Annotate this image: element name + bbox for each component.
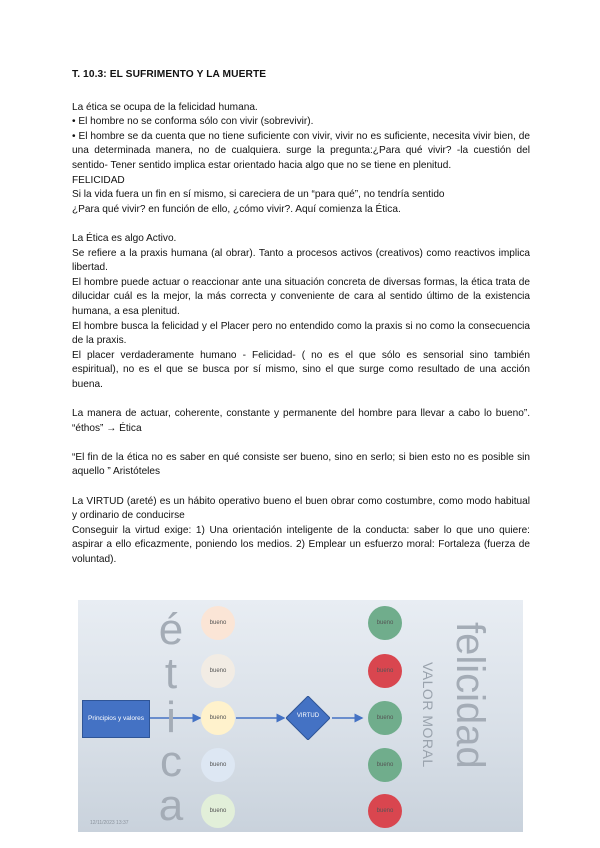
document-title: T. 10.3: EL SUFRIMENTO Y LA MUERTE xyxy=(72,69,267,80)
felicidad-vertical-word: felicidad xyxy=(448,622,492,769)
valor-moral-label: VALOR MORAL xyxy=(420,662,436,768)
left-circle: bueno xyxy=(201,654,235,688)
paragraph: ¿Para qué vivir? en función de ello, ¿cómo vivir?. Aquí comienza la Ética. xyxy=(72,203,401,215)
aristotle-quote: “El fin de la ética no es saber en qué consiste ser bueno, sino en serlo; si bien esto no es posible sin aquello ” Aristóteles xyxy=(72,451,530,478)
virtud-label: VIRTUD xyxy=(296,713,320,719)
right-circle: bueno xyxy=(368,748,402,782)
paragraph: El hombre busca la felicidad y el Placer pero no entendido como la praxis si no como la consecuencia de la praxis. xyxy=(72,320,530,347)
paragraph: La ética se ocupa de la felicidad humana. xyxy=(72,101,258,113)
bullet-paragraph: • El hombre no se conforma sólo con vivir (sobrevivir). xyxy=(72,116,314,128)
etica-letter: a xyxy=(158,781,184,830)
etica-letter: c xyxy=(160,737,182,786)
paragraph: Si la vida fuera un fin en sí mismo, si careciera de un “para qué”, no tendría sentido xyxy=(72,189,445,201)
right-circle: bueno xyxy=(368,794,402,828)
paragraph: El hombre puede actuar o reaccionar ante una situación concreta de diversas formas, la ética trata de dilucidar cuál es la mejor, la más correcta y conveniente de cara al sentido último de la existencia humana, a esa plenitud. xyxy=(72,276,530,317)
left-circle: bueno xyxy=(201,794,235,828)
intro-block xyxy=(72,101,530,218)
ethos-paragraph: La manera de actuar, coherente, constante y permanente del hombre para llevar a cabo lo bueno”. “éthos” → Ética xyxy=(72,408,530,434)
right-circle: bueno xyxy=(368,606,402,640)
heading-felicidad: FELICIDAD xyxy=(72,174,125,186)
activo-block xyxy=(72,232,530,393)
ethics-diagram xyxy=(78,600,523,832)
principios-valores-box: Principios y valores xyxy=(82,700,150,738)
left-circle: bueno xyxy=(201,748,235,782)
paragraph: Conseguir la virtud exige: 1) Una orientación inteligente de la conducta: saber lo que uno quiere: aspirar a ello eficazmente, poniendo los medios. 2) Emplear un esfuerzo moral: Fortaleza (fuerza de voluntad). xyxy=(72,524,530,565)
right-circle: bueno xyxy=(368,654,402,688)
bullet-paragraph: • El hombre se da cuenta que no tiene suficiente con vivir, vivir no es suficiente, necesita vivir bien, de una determinada manera, no de cualquiera. surge la pregunta:¿Para qué vivir? -la cuestión del sentido- Tener sentido implica estar orientado hacia algo que no se tiene en plenitud. xyxy=(72,130,530,171)
virtud-block xyxy=(72,495,530,568)
slide-timestamp: 12/11/2023 13:37 xyxy=(90,820,129,826)
left-circle: bueno xyxy=(201,701,235,735)
etica-letter: t xyxy=(164,649,178,698)
left-circle: bueno xyxy=(201,606,235,640)
etica-vertical-word xyxy=(148,605,194,830)
paragraph: El placer verdaderamente humano - Felicidad- ( no es el que sólo es sensorial sino también espiritual), no es el que se busca por sí mismo, sino el que surge como resultado de una acción buena. xyxy=(72,349,530,390)
etica-letter: i xyxy=(166,693,176,742)
etica-letter: é xyxy=(158,605,184,654)
paragraph: Se refiere a la praxis humana (al obrar). Tanto a procesos activos (creativos) como reactivos implica libertad. xyxy=(72,247,530,274)
paragraph: La VIRTUD (areté) es un hábito operativo bueno el buen obrar como costumbre, como modo habitual y ordinario de conducirse xyxy=(72,495,530,522)
right-circle: bueno xyxy=(368,701,402,735)
paragraph: La Ética es algo Activo. xyxy=(72,232,177,244)
document-page xyxy=(72,68,530,568)
